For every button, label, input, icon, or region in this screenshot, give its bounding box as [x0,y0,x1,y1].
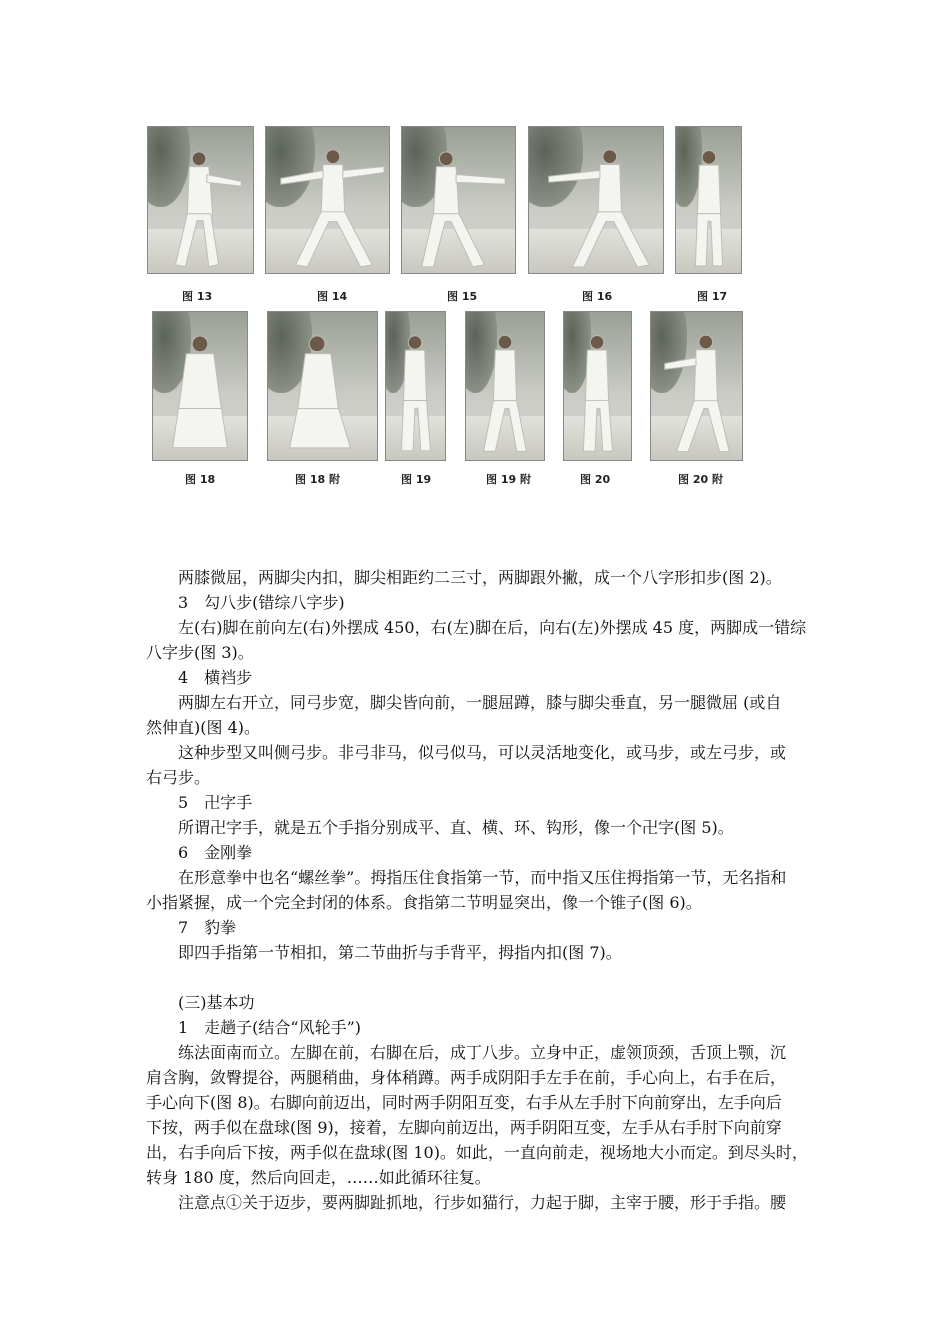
chapter-heading: (三)基本功 [178,993,255,1012]
section-heading: 6 金刚拳 [178,843,253,862]
figure-13-photo [147,126,254,274]
section-heading: 4 横裆步 [178,668,253,687]
figure-18-fu-photo [267,311,378,461]
figure-18-fu-caption: 图 18 附 [295,473,340,486]
figure-20-caption: 图 20 [580,473,611,486]
text-line: 这种步型又叫侧弓步。非弓非马，似弓似马，可以灵活地变化，或马步，或左弓步，或 [178,743,787,762]
text-line: 肩含胸，敛臀提谷，两腿稍曲，身体稍蹲。两手成阴阳手左手在前，手心向上，右手在后， [146,1068,787,1087]
figure-15-caption: 图 15 [447,290,478,303]
text-line: 转身 180 度，然后向回走，……如此循环往复。 [146,1168,491,1187]
figure-19-fu-photo [465,311,545,461]
text-line: 出，右手向后下按，两手似在盘球(图 10)。如此，一直向前走，视场地大小而定。到尽头时， [146,1143,808,1162]
section-heading: 7 豹拳 [178,918,237,937]
section-heading: 5 卍字手 [178,793,253,812]
figure-18-caption: 图 18 [185,473,216,486]
text-line: 练法面南而立。左脚在前，右脚在后，成丁八步。立身中正，虚领顶颈，舌顶上颚，沉 [178,1043,787,1062]
text-line: 左(右)脚在前向左(右)外摆成 450，右(左)脚在后，向右(左)外摆成 45 度，两脚成一错综 [178,618,807,637]
figure-19-photo [385,311,446,461]
section-heading: 3 勾八步(错综八字步) [178,593,345,612]
text-line: 两膝微屈，两脚尖内扣，脚尖相距约二三寸，两脚跟外撇，成一个八字形扣步(图 2)。 [178,568,782,587]
section-heading: 1 走趟子(结合“风轮手”) [178,1018,362,1037]
figure-20-fu-photo [650,311,743,461]
figure-19-fu-caption: 图 19 附 [486,473,531,486]
figure-18-photo [152,311,248,461]
figure-20-fu-caption: 图 20 附 [678,473,723,486]
figure-16-caption: 图 16 [582,290,613,303]
figure-17-caption: 图 17 [697,290,728,303]
figure-16-photo [528,126,664,274]
figure-14-caption: 图 14 [317,290,348,303]
figure-15-photo [401,126,516,274]
text-line: 注意点①关于迈步，要两脚趾抓地，行步如猫行，力起于脚，主宰于腰，形于手指。腰 [178,1193,787,1212]
text-line: 右弓步。 [146,768,211,787]
text-line: 在形意拳中也名“螺丝拳”。拇指压住食指第一节，而中指又压住拇指第一节，无名指和 [178,868,787,887]
text-line: 八字步(图 3)。 [146,643,254,662]
figure-19-caption: 图 19 [401,473,432,486]
text-line: 然伸直)(图 4)。 [146,718,260,737]
figure-20-photo [563,311,632,461]
figure-13-caption: 图 13 [182,290,213,303]
text-line: 下按，两手似在盘球(图 9)，接着，左脚向前迈出，两手阴阳互变，左手从右手肘下向前穿 [146,1118,782,1137]
text-line: 小指紧握，成一个完全封闭的体系。食指第二节明显突出，像一个锥子(图 6)。 [146,893,702,912]
text-line: 所谓卍字手，就是五个手指分别成平、直、横、环、钩形，像一个卍字(图 5)。 [178,818,734,837]
text-line: 手心向下(图 8)。右脚向前迈出，同时两手阴阳互变，右手从左手肘下向前穿出，左手向后 [146,1093,782,1112]
figure-17-photo [675,126,742,274]
text-line: 即四手指第一节相扣，第二节曲折与手背平，拇指内扣(图 7)。 [178,943,622,962]
figure-14-photo [265,126,390,274]
text-line: 两脚左右开立，同弓步宽，脚尖皆向前，一腿屈蹲，膝与脚尖垂直，另一腿微屈 (或自 [178,693,782,712]
